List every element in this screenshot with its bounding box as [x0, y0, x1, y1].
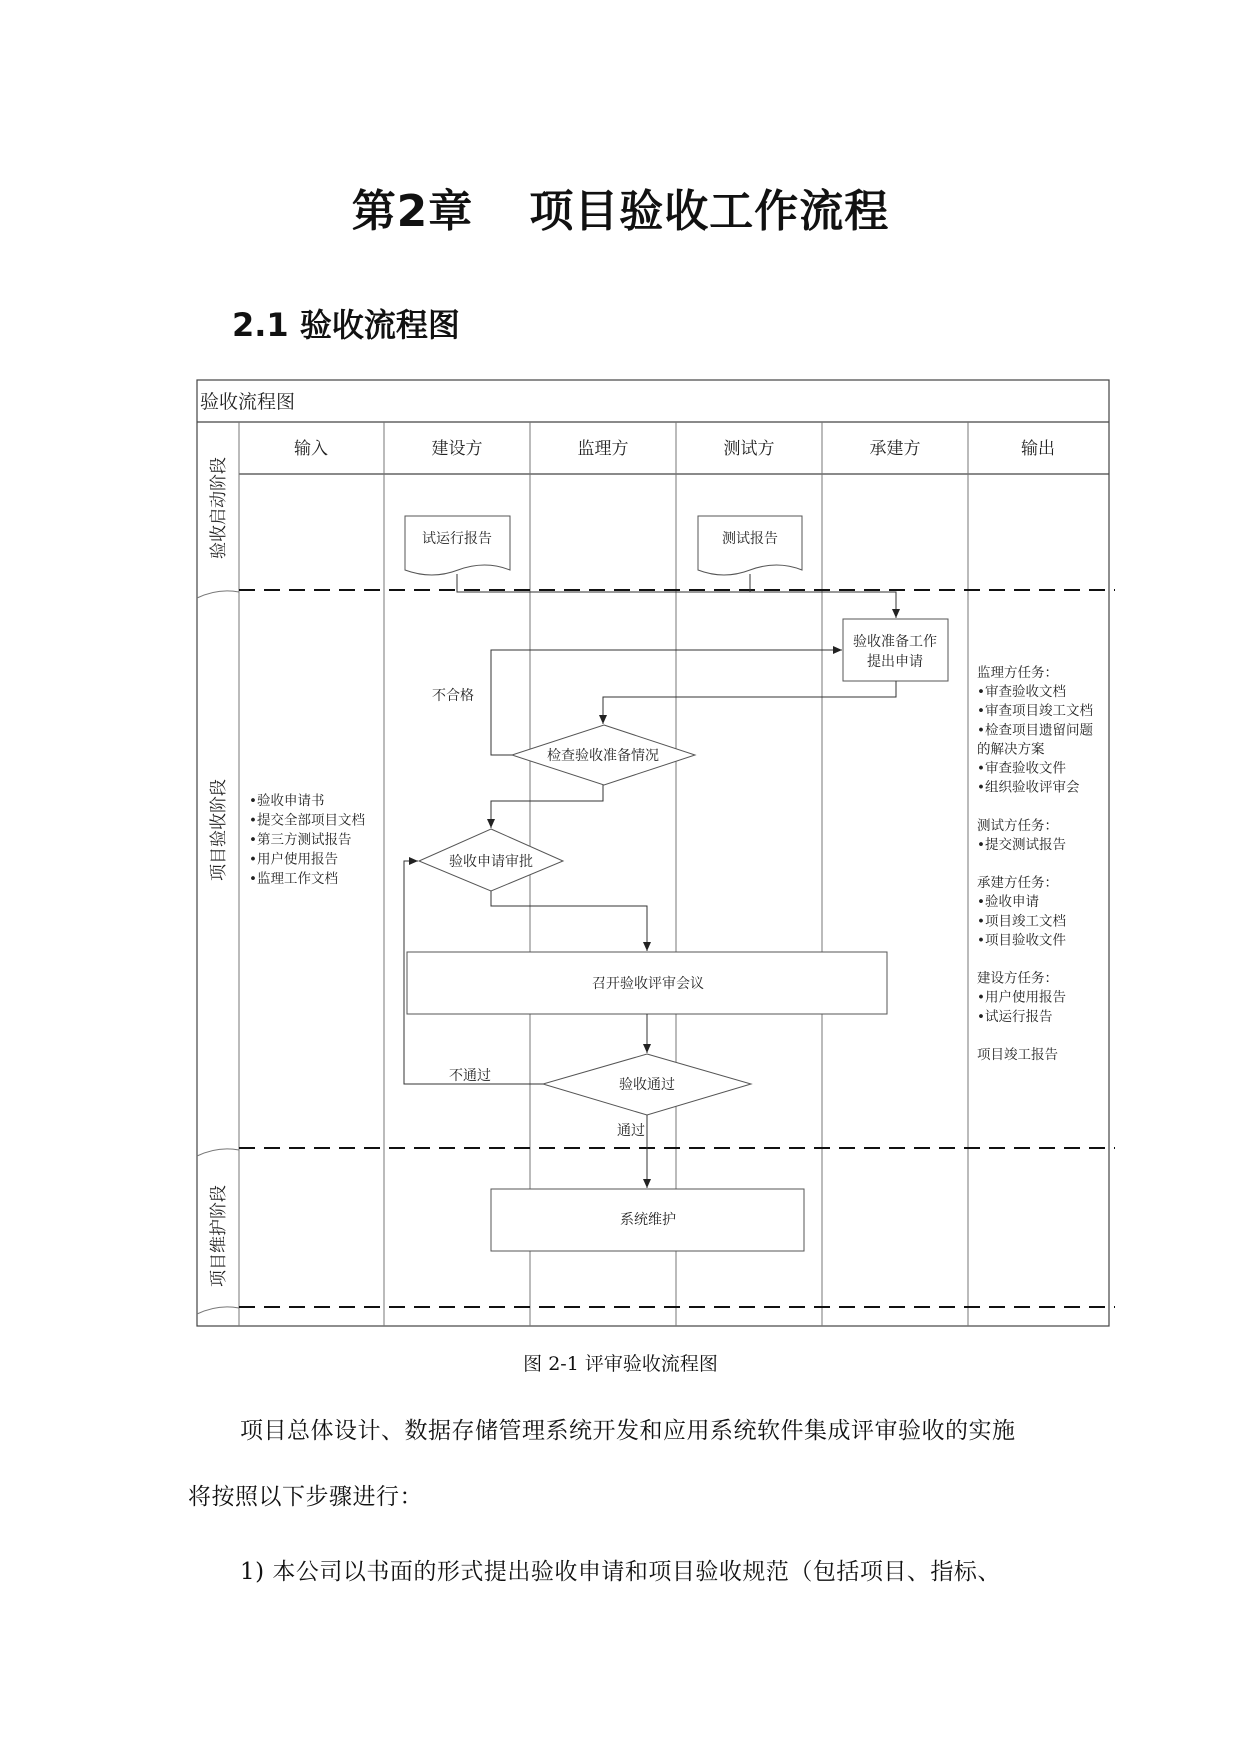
arrow-check-to-approval [491, 785, 603, 828]
section-title: 2.1 验收流程图 [232, 306, 460, 344]
output-list-item: 项目竣工报告 [977, 1047, 1058, 1063]
output-list-item: 的解决方案 [977, 741, 1045, 758]
chapter-name: 项目验收工作流程 [529, 186, 890, 237]
output-list-item: •审查项目竣工文档 [977, 703, 1093, 720]
flowchart-title: 验收流程图 [200, 391, 296, 413]
input-list [249, 792, 365, 887]
maintenance-label: 系统维护 [620, 1212, 676, 1228]
prep-request-label: 验收准备工作 [853, 634, 937, 650]
column-header-input: 输入 [294, 439, 328, 459]
edge-label-not-passed: 不通过 [449, 1068, 491, 1084]
column-header-tester: 测试方 [723, 439, 775, 459]
output-list-item: 建设方任务： [977, 970, 1058, 987]
approval-label: 验收申请审批 [449, 854, 533, 870]
output-list-item: •项目竣工文档 [977, 913, 1066, 930]
output-list-item: •项目验收文件 [977, 932, 1066, 949]
output-list-item: •用户使用报告 [977, 989, 1066, 1006]
output-list-item: •试运行报告 [977, 1008, 1053, 1025]
input-list-item: •提交全部项目文档 [249, 812, 365, 829]
input-list-item: •验收申请书 [249, 793, 325, 809]
phase-label-maintenance: 项目维护阶段 [209, 1185, 229, 1287]
paragraph-step-1: 1) 本公司以书面的形式提出验收申请和项目验收规范（包括项目、指标、 [240, 1559, 1001, 1585]
output-list-item: •审查验收文档 [977, 684, 1066, 701]
arrow-approval-to-meeting [491, 891, 647, 951]
test-report-label: 测试报告 [722, 531, 778, 547]
output-list-item: 测试方任务： [977, 817, 1058, 834]
column-header-contractor: 承建方 [869, 439, 921, 459]
output-list [977, 664, 1093, 1063]
input-list-item: •第三方测试报告 [249, 832, 352, 848]
phase-label-start: 验收启动阶段 [209, 457, 229, 559]
prep-request-label: 提出申请 [867, 654, 923, 670]
output-list-item: •提交测试报告 [977, 836, 1066, 853]
paragraph-intro-line1: 项目总体设计、数据存储管理系统开发和应用系统软件集成评审验收的实施 [240, 1418, 1016, 1444]
figure-caption: 图 2-1 评审验收流程图 [523, 1353, 718, 1375]
output-list-item: 监理方任务： [977, 665, 1058, 681]
edge-label-passed: 通过 [617, 1123, 645, 1139]
arrow-request-to-check [603, 681, 896, 724]
review-meeting-label: 召开验收评审会议 [592, 976, 704, 992]
output-list-item: •组织验收评审会 [977, 779, 1080, 796]
output-list-item: •审查验收文件 [977, 760, 1066, 777]
column-header-supervisor: 监理方 [577, 439, 629, 459]
chapter-number: 第2章 [351, 186, 474, 237]
column-header-output: 输出 [1021, 439, 1055, 459]
output-list-item: 承建方任务： [977, 875, 1058, 892]
prep-request-box [843, 619, 948, 681]
input-list-item: •监理工作文档 [249, 871, 338, 887]
arrow-check-fail-loop [491, 650, 842, 755]
output-list-item: •检查项目遗留问题 [977, 722, 1093, 739]
pass-decision-label: 验收通过 [619, 1077, 675, 1093]
output-list-item: •验收申请 [977, 894, 1039, 911]
phase-label-acceptance: 项目验收阶段 [209, 779, 229, 881]
trial-report-label: 试运行报告 [422, 531, 492, 547]
edge-label-fail: 不合格 [432, 688, 474, 704]
column-header-owner: 建设方 [431, 439, 483, 459]
input-list-item: •用户使用报告 [249, 851, 338, 868]
paragraph-intro-line2: 将按照以下步骤进行： [188, 1484, 423, 1510]
check-prep-label: 检查验收准备情况 [547, 748, 659, 764]
